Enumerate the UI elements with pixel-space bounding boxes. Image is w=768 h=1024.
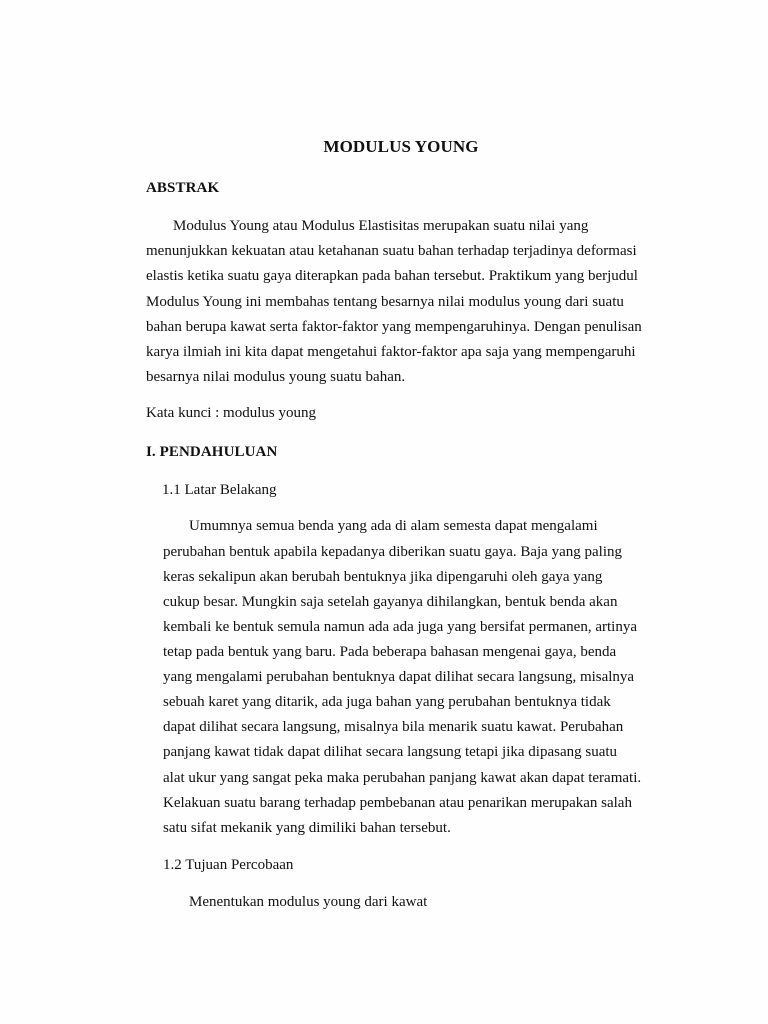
section-heading-pendahuluan: I. PENDAHULUAN — [146, 444, 278, 460]
objective-text: Menentukan modulus young dari kawat — [189, 894, 428, 910]
subsection-heading-tujuan-percobaan: 1.2 Tujuan Percobaan — [163, 857, 294, 873]
background-line: keras sekalipun akan berubah bentuknya jika dipengaruhi oleh gaya yang — [163, 569, 603, 585]
background-line: alat ukur yang sangat peka maka perubahan panjang kawat akan dapat teramati. — [163, 770, 642, 786]
background-line: sebuah karet yang ditarik, ada juga bahan yang perubahan bentuknya tidak — [163, 694, 611, 710]
background-line: Umumnya semua benda yang ada di alam semesta dapat mengalami — [189, 518, 598, 534]
background-line: cukup besar. Mungkin saja setelah gayanya dihilangkan, bentuk benda akan — [163, 594, 618, 610]
background-line: panjang kawat tidak dapat dilihat secara langsung tetapi jika dipasang suatu — [163, 744, 618, 760]
background-line: dapat dilihat secara langsung, misalnya bila menarik suatu kawat. Perubahan — [163, 719, 624, 735]
background-line: perubahan bentuk apabila kepadanya diberikan suatu gaya. Baja yang paling — [163, 544, 622, 560]
background-line: yang mengalami perubahan bentuknya dapat dilihat secara langsung, misalnya — [163, 669, 635, 685]
abstract-line: karya ilmiah ini kita dapat mengetahui faktor-faktor apa saja yang mempengaruhi — [146, 344, 636, 360]
background-line: kembali ke bentuk semula namun ada ada juga yang bersifat permanen, artinya — [163, 619, 637, 635]
keywords-text: Kata kunci : modulus young — [146, 405, 316, 421]
abstract-line: menunjukkan kekuatan atau ketahanan suatu bahan terhadap terjadinya deformasi — [146, 243, 637, 259]
abstract-line: besarnya nilai modulus young suatu bahan. — [146, 369, 406, 385]
subsection-heading-latar-belakang: 1.1 Latar Belakang — [162, 482, 277, 498]
abstract-line: Modulus Young atau Modulus Elastisitas merupakan suatu nilai yang — [173, 218, 589, 234]
abstract-line: elastis ketika suatu gaya diterapkan pada bahan tersebut. Praktikum yang berjudul — [146, 268, 638, 284]
background-line: satu sifat mekanik yang dimiliki bahan tersebut. — [163, 820, 451, 836]
background-line: Kelakuan suatu barang terhadap pembebanan atau penarikan merupakan salah — [163, 795, 632, 811]
abstract-line: bahan berupa kawat serta faktor-faktor yang mempengaruhinya. Dengan penulisan — [146, 319, 642, 335]
background-line: tetap pada bentuk yang baru. Pada beberapa bahasan mengenai gaya, benda — [163, 644, 617, 660]
abstract-heading: ABSTRAK — [146, 180, 220, 196]
abstract-line: Modulus Young ini membahas tentang besarnya nilai modulus young dari suatu — [146, 294, 624, 310]
document-title: MODULUS YOUNG — [323, 137, 479, 156]
